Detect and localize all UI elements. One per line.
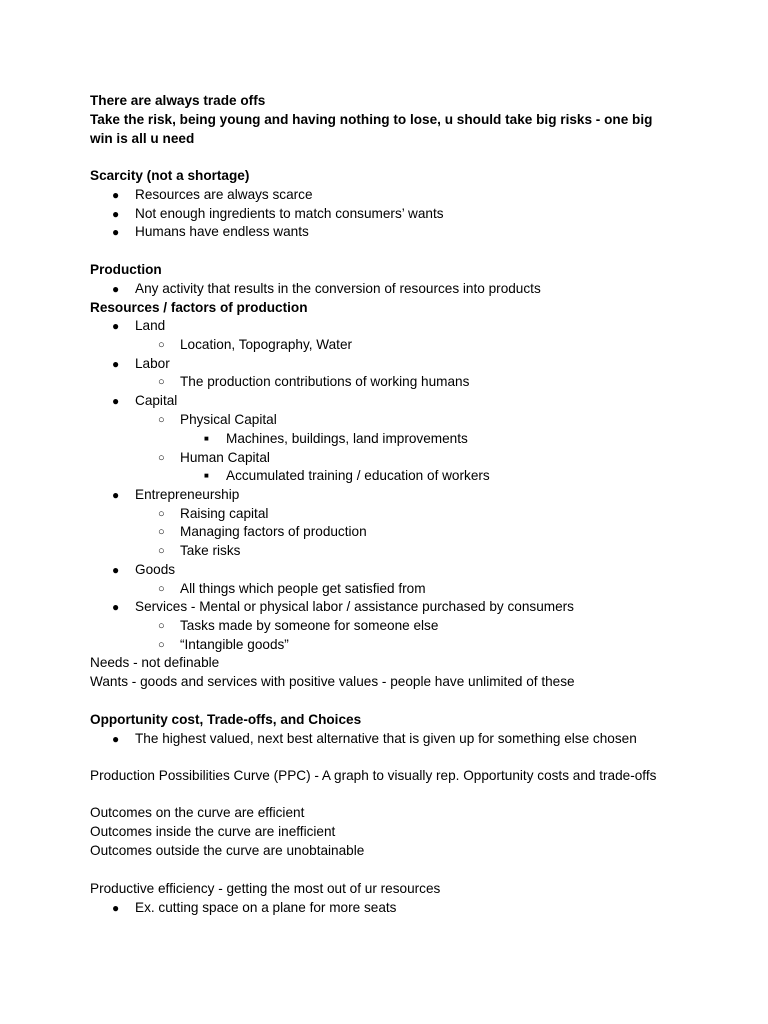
- bullet-disc-icon: ●: [112, 901, 120, 915]
- bullet-disc-icon: ●: [112, 488, 120, 502]
- bullet-circle-icon: ○: [158, 376, 165, 388]
- bullet-square-icon: ■: [204, 471, 209, 480]
- bullet-disc-icon: ●: [112, 357, 120, 371]
- heading-scarcity: Scarcity (not a shortage): [90, 168, 250, 183]
- list-item: Location, Topography, Water: [180, 337, 353, 352]
- list-item: Not enough ingredients to match consumers’ wants: [135, 206, 444, 221]
- bullet-circle-icon: ○: [158, 452, 165, 464]
- list-item: Human Capital: [180, 450, 270, 465]
- bullet-circle-icon: ○: [158, 639, 165, 651]
- productive-efficiency-text: Productive efficiency - getting the most out of ur resources: [90, 881, 441, 896]
- bullet-disc-icon: ●: [112, 282, 120, 296]
- bullet-disc-icon: ●: [112, 319, 120, 333]
- list-item: Resources are always scarce: [135, 187, 313, 202]
- heading-trade-offs: There are always trade offs: [90, 93, 266, 108]
- heading-resources: Resources / factors of production: [90, 300, 308, 315]
- list-item: Physical Capital: [180, 412, 277, 427]
- bullet-square-icon: ■: [204, 434, 209, 443]
- list-item: Humans have endless wants: [135, 224, 309, 239]
- list-item: Raising capital: [180, 506, 269, 521]
- bullet-circle-icon: ○: [158, 339, 165, 351]
- list-item: Machines, buildings, land improvements: [226, 431, 468, 446]
- bullet-circle-icon: ○: [158, 620, 165, 632]
- list-item: The production contributions of working humans: [180, 374, 470, 389]
- list-item: Any activity that results in the conversion of resources into products: [135, 281, 541, 296]
- list-item: Services - Mental or physical labor / assistance purchased by consumers: [135, 599, 574, 614]
- list-item: Ex. cutting space on a plane for more seats: [135, 900, 397, 915]
- list-item: “Intangible goods”: [180, 637, 289, 652]
- bullet-circle-icon: ○: [158, 583, 165, 595]
- bullet-disc-icon: ●: [112, 600, 120, 614]
- bullet-disc-icon: ●: [112, 563, 120, 577]
- bullet-circle-icon: ○: [158, 545, 165, 557]
- list-item: Tasks made by someone for someone else: [180, 618, 439, 633]
- list-item: The highest valued, next best alternative that is given up for something else chosen: [135, 731, 637, 746]
- list-item: Managing factors of production: [180, 524, 367, 539]
- intro-text-line-1: Take the risk, being young and having nothing to lose, u should take big risks - one big: [90, 112, 653, 127]
- bullet-disc-icon: ●: [112, 732, 120, 746]
- list-item: Capital: [135, 393, 178, 408]
- list-item: Entrepreneurship: [135, 487, 240, 502]
- ppc-text: Production Possibilities Curve (PPC) - A graph to visually rep. Opportunity costs and trade-offs: [90, 768, 657, 783]
- intro-text-line-2: win is all u need: [90, 131, 195, 146]
- list-item: Goods: [135, 562, 176, 577]
- bullet-circle-icon: ○: [158, 508, 165, 520]
- bullet-disc-icon: ●: [112, 394, 120, 408]
- wants-text: Wants - goods and services with positive values - people have unlimited of these: [90, 674, 575, 689]
- heading-production: Production: [90, 262, 162, 277]
- list-item: Land: [135, 318, 166, 333]
- heading-opportunity-cost: Opportunity cost, Trade-offs, and Choices: [90, 712, 362, 727]
- needs-text: Needs - not definable: [90, 655, 220, 670]
- list-item: Labor: [135, 356, 170, 371]
- list-item: Accumulated training / education of workers: [226, 468, 490, 483]
- bullet-circle-icon: ○: [158, 414, 165, 426]
- outcome-outside-curve: Outcomes outside the curve are unobtainable: [90, 843, 365, 858]
- bullet-disc-icon: ●: [112, 207, 120, 221]
- bullet-disc-icon: ●: [112, 188, 120, 202]
- outcome-on-curve: Outcomes on the curve are efficient: [90, 805, 305, 820]
- outcome-inside-curve: Outcomes inside the curve are inefficient: [90, 824, 336, 839]
- bullet-circle-icon: ○: [158, 526, 165, 538]
- bullet-disc-icon: ●: [112, 225, 120, 239]
- list-item: Take risks: [180, 543, 241, 558]
- list-item: All things which people get satisfied from: [180, 581, 426, 596]
